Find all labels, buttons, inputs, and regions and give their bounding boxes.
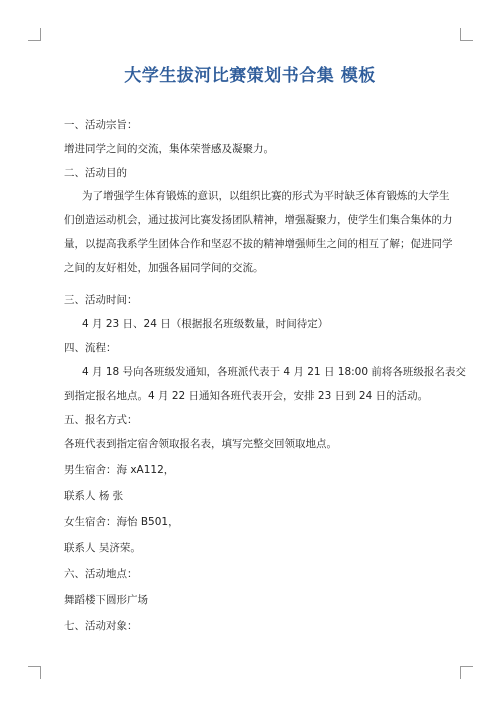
paragraph-line: 联系人 杨 张 (64, 490, 124, 502)
paragraph-line: 男生宿舍：海 xA112， (64, 464, 175, 476)
paragraph-line: 们创造运动机会，通过拔河比赛发扬团队精神，增强凝聚力，使学生们集合集体的力 (64, 214, 453, 226)
paragraph-line: 增进同学之间的交流，集体荣誉感及凝聚力。 (64, 143, 274, 155)
paragraph-line: 舞蹈楼下圆形广场 (64, 594, 148, 606)
paragraph-line: 量，以提高我系学生团体合作和坚忍不拔的精神增强师生之间的相互了解；促进同学 (64, 238, 453, 250)
paragraph-line: 到指定报名地点。4 月 22 日通知各班代表开会，安排 23 日到 24 日的活动。 (64, 390, 429, 402)
page-corner-mark-top-right (460, 28, 473, 41)
paragraph-line: 为了增强学生体育锻炼的意识，以组织比赛的形式为平时缺乏体育锻炼的大学生 (82, 190, 450, 202)
paragraph-line: 联系人 吴济荣。 (64, 542, 141, 554)
page-corner-mark-top-left (28, 28, 41, 41)
section-heading-process: 四、流程： (64, 342, 117, 354)
paragraph-line: 女生宿舍：海怡 B501， (64, 516, 179, 528)
paragraph-line: 4 月 18 号向各班级发通知，各班派代表于 4 月 21 日 18:00 前将各班级报名表交 (82, 366, 466, 378)
section-heading-purpose: 一、活动宗旨： (64, 119, 138, 131)
page-corner-mark-bottom-right (460, 666, 473, 679)
paragraph-line: 4 月 23 日、24 日（根据报名班级数量，时间待定） (82, 318, 329, 330)
page-corner-mark-bottom-left (28, 666, 41, 679)
section-heading-goal: 二、活动目的 (64, 167, 127, 179)
section-heading-participants: 七、活动对象： (64, 620, 138, 632)
document-title: 大学生拔河比赛策划书合集 模板 (124, 66, 376, 86)
paragraph-line: 之间的友好相处，加强各届同学间的交流。 (64, 262, 264, 274)
section-heading-location: 六、活动地点： (64, 568, 138, 580)
section-heading-time: 三、活动时间： (64, 294, 138, 306)
section-heading-signup: 五、报名方式： (64, 414, 138, 426)
paragraph-line: 各班代表到指定宿舍领取报名表，填写完整交回领取地点。 (64, 438, 337, 450)
